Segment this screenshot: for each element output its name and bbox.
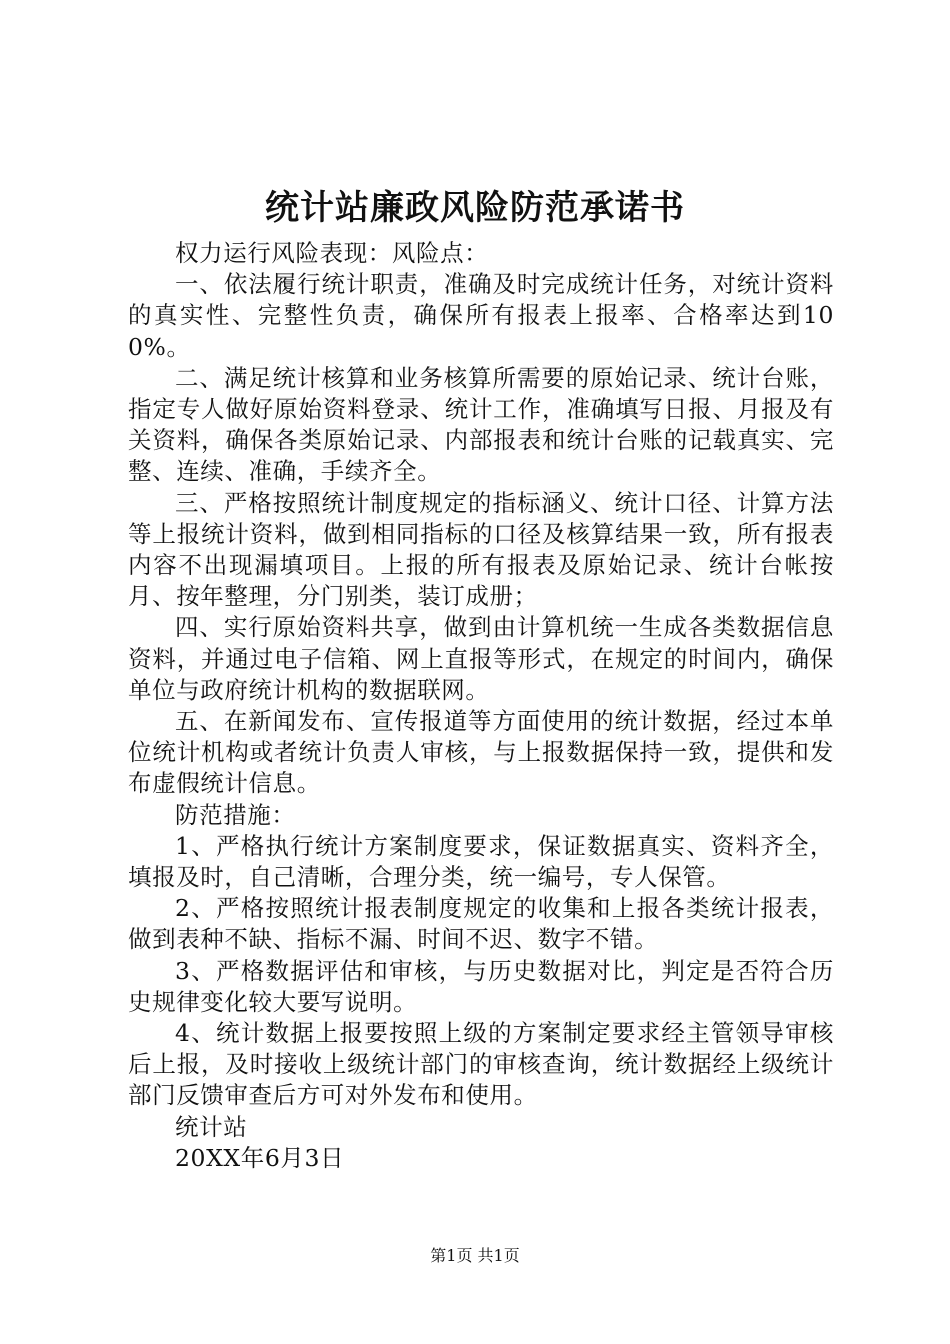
paragraph-measure-2: 2、严格按照统计报表制度规定的收集和上报各类统计报表，做到表种不缺、指标不漏、时间不迟、数字不错。 [128, 894, 834, 954]
page-footer: 第1页 共1页 [430, 1246, 520, 1265]
signature-date: 20XX年6月3日 [175, 1143, 345, 1172]
paragraph-measure-3: 3、严格数据评估和审核，与历史数据对比，判定是否符合历史规律变化较大要写说明。 [128, 956, 834, 1016]
paragraph-measures-heading: 防范措施： [175, 800, 296, 829]
paragraph-item-5: 五、在新闻发布、宣传报道等方面使用的统计数据，经过本单位统计机构或者统计负责人审核，与上报数据保持一致，提供和发布虚假统计信息。 [128, 707, 834, 798]
document-body [128, 238, 834, 1174]
paragraph-item-2: 二、满足统计核算和业务核算所需要的原始记录、统计台账，指定专人做好原始资料登录、统计工作，准确填写日报、月报及有关资料，确保各类原始记录、内部报表和统计台账的记载真实、完整、连续、准确，手续齐全。 [128, 363, 834, 486]
paragraph-measure-4: 4、统计数据上报要按照上级的方案制定要求经主管领导审核后上报，及时接收上级统计部门的审核查询，统计数据经上级统计部门反馈审查后方可对外发布和使用。 [128, 1019, 834, 1110]
paragraph-item-3: 三、严格按照统计制度规定的指标涵义、统计口径、计算方法等上报统计资料，做到相同指标的口径及核算结果一致，所有报表内容不出现漏填项目。上报的所有报表及原始记录、统计台帐按月、按年整理，分门别类，装订成册； [128, 488, 834, 611]
paragraph-risk-heading: 权力运行风险表现：风险点： [175, 239, 489, 267]
paragraph-item-1: 一、依法履行统计职责，准确及时完成统计任务，对统计资料的真实性、完整性负责，确保所有报表上报率、合格率达到100%。 [128, 270, 834, 361]
signature-organization: 统计站 [175, 1112, 248, 1141]
document-title: 统计站廉政风险防范承诺书 [265, 188, 685, 228]
paragraph-measure-1: 1、严格执行统计方案制度要求，保证数据真实、资料齐全，填报及时，自己清晰，合理分类，统一编号，专人保管。 [128, 831, 834, 892]
paragraph-item-4: 四、实行原始资料共享，做到由计算机统一生成各类数据信息资料，并通过电子信箱、网上直报等形式，在规定的时间内，确保单位与政府统计机构的数据联网。 [128, 613, 834, 704]
